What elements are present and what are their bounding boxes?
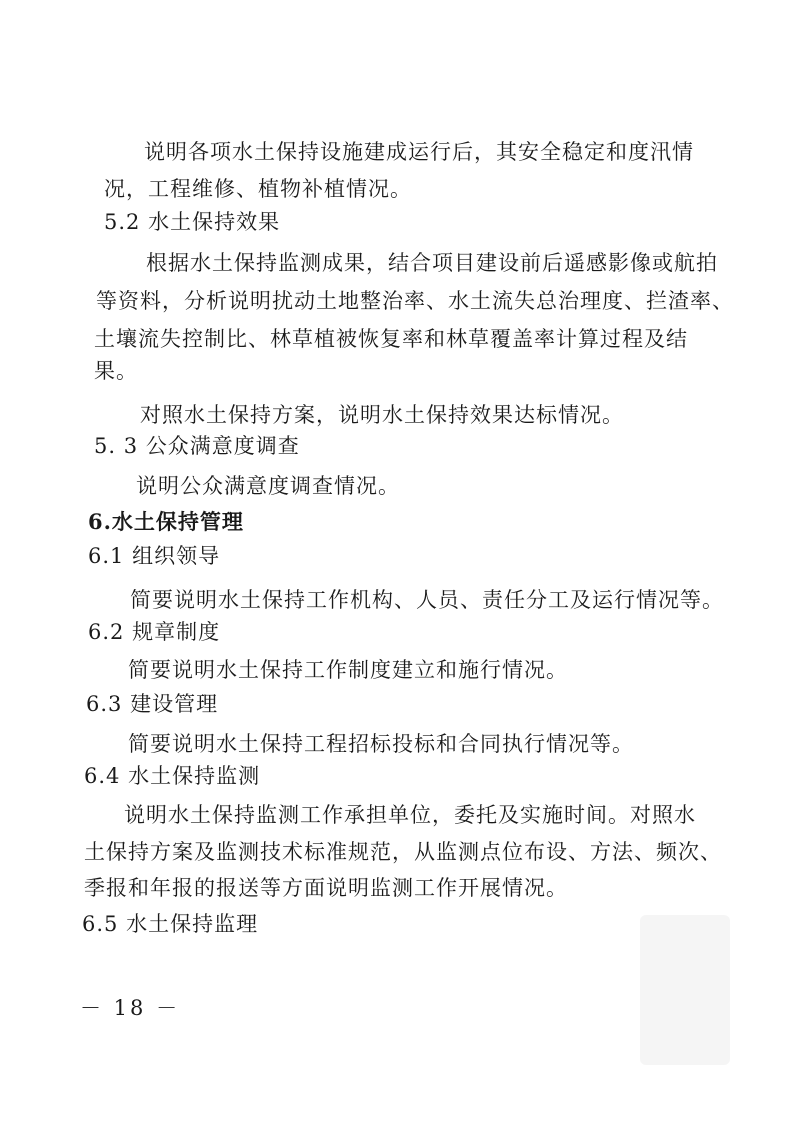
paragraph-line: 简要说明水土保持工程招标投标和合同执行情况等。 xyxy=(128,732,634,756)
paragraph-line: 对照水土保持方案，说明水土保持效果达标情况。 xyxy=(140,403,624,427)
paragraph-line: 等资料，分析说明扰动土地整治率、水土流失总治理度、拦渣率、 xyxy=(96,289,734,313)
paragraph-line: 说明水土保持监测工作承担单位，委托及实施时间。对照水 xyxy=(124,803,696,827)
paragraph-line: 土壤流失控制比、林草植被恢复率和林草覆盖率计算过程及结 xyxy=(94,327,688,351)
chapter-heading-6: 6.水土保持管理 xyxy=(88,509,244,534)
paragraph-line: 说明各项水土保持设施建成运行后，其安全稳定和度汛情 xyxy=(144,140,694,164)
paragraph-line: 土保持方案及监测技术标准规范，从监测点位布设、方法、频次、 xyxy=(84,840,722,864)
paragraph-line: 说明公众满意度调查情况。 xyxy=(136,474,400,498)
paragraph-line: 简要说明水土保持工作制度建立和施行情况。 xyxy=(128,658,568,682)
section-heading-6-2: 6.2 规章制度 xyxy=(88,620,221,644)
section-heading-5-3: 5. 3 公众满意度调查 xyxy=(94,434,300,458)
paragraph-line: 简要说明水土保持工作机构、人员、责任分工及运行情况等。 xyxy=(130,588,724,612)
section-heading-6-4: 6.4 水土保持监测 xyxy=(84,764,261,788)
page-number: － 18 － xyxy=(80,996,181,1020)
section-heading-6-3: 6.3 建设管理 xyxy=(86,692,219,716)
scan-shading xyxy=(640,915,730,1065)
section-heading-5-2: 5.2 水土保持效果 xyxy=(104,210,281,234)
paragraph-line: 根据水土保持监测成果，结合项目建设前后遥感影像或航拍 xyxy=(146,251,718,275)
paragraph-line: 季报和年报的报送等方面说明监测工作开展情况。 xyxy=(84,876,568,900)
section-heading-6-1: 6.1 组织领导 xyxy=(88,544,221,568)
paragraph-line: 况，工程维修、植物补植情况。 xyxy=(104,177,412,201)
section-heading-6-5: 6.5 水土保持监理 xyxy=(82,912,259,936)
paragraph-line: 果。 xyxy=(94,359,138,383)
